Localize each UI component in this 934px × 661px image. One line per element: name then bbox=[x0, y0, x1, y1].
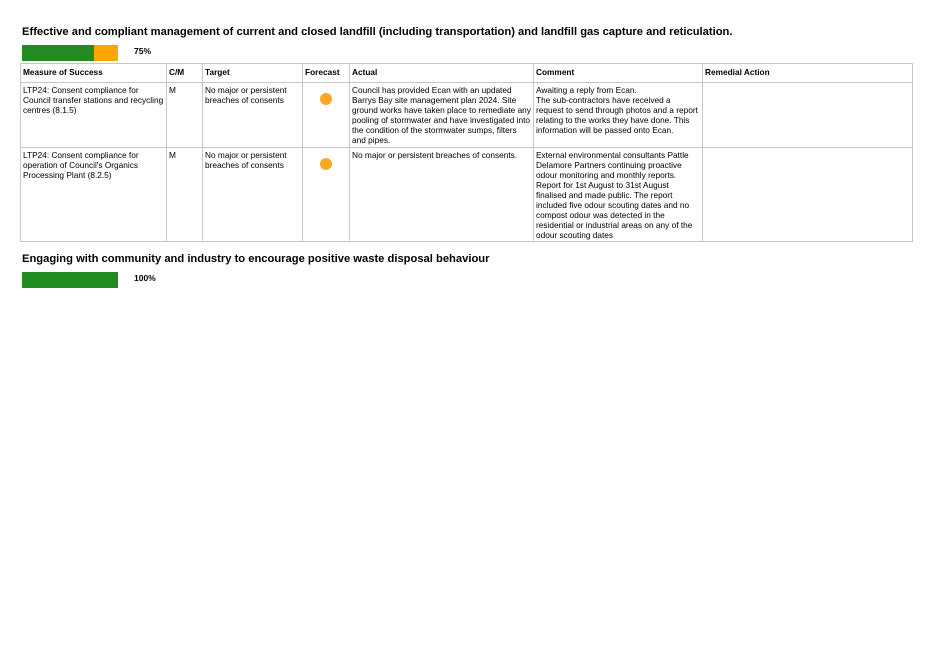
cell-measure: LTP24: Consent compliance for Council transfer stations and recycling centres (8.1.5) bbox=[21, 83, 167, 148]
section-title-landfill: Effective and compliant management of current and closed landfill (including transportation) and landfill gas capture and reticulation. bbox=[22, 26, 733, 38]
table-header-row bbox=[21, 64, 913, 83]
header-measure: Measure of Success bbox=[21, 64, 167, 83]
cell-cm: M bbox=[167, 83, 203, 148]
cell-measure: LTP24: Consent compliance for operation of Council's Organics Processing Plant (8.2.5) bbox=[21, 148, 167, 242]
cell-forecast bbox=[303, 83, 350, 148]
progress-complete-segment bbox=[22, 272, 118, 288]
cell-target: No major or persistent breaches of consents bbox=[203, 83, 303, 148]
cell-forecast bbox=[303, 148, 350, 242]
header-target: Target bbox=[203, 64, 303, 83]
cell-remedial bbox=[703, 83, 913, 148]
cell-comment bbox=[534, 83, 703, 148]
cell-remedial bbox=[703, 148, 913, 242]
table-row bbox=[21, 83, 913, 148]
header-actual: Actual bbox=[350, 64, 534, 83]
cell-actual: Council has provided Ecan with an updated Barrys Bay site management plan 2024. Site ground works have taken place to remediate any pooling of stormwater and have investigated into the condition of the stormwater sumps, filters and pipes. bbox=[350, 83, 534, 148]
cell-actual: No major or persistent breaches of consents. bbox=[350, 148, 534, 242]
cell-target: No major or persistent breaches of consents bbox=[203, 148, 303, 242]
comment-line: The sub-contractors have received a request to send through photos and a report relating to the works they have done. This information will be passed onto Ecan. bbox=[536, 95, 698, 135]
progress-remaining-segment bbox=[94, 45, 118, 61]
comment-line: External environmental consultants Pattle Delamore Partners continuing proactive odour monitoring and monthly reports. Report for 1st August to 31st August finalised and made public. The report included five odour scouting dates and no compost odour was detected in the residential or industrial areas on any of the odour scouting dates bbox=[536, 150, 693, 240]
section-title-engagement: Engaging with community and industry to encourage positive waste disposal behaviour bbox=[22, 253, 490, 265]
progress-bar-engagement bbox=[22, 272, 118, 288]
measures-table bbox=[20, 63, 913, 242]
cell-cm: M bbox=[167, 148, 203, 242]
header-remedial: Remedial Action bbox=[703, 64, 913, 83]
progress-complete-segment bbox=[22, 45, 94, 61]
header-cm: C/M bbox=[167, 64, 203, 83]
header-forecast: Forecast bbox=[303, 64, 350, 83]
progress-bar-landfill bbox=[22, 45, 118, 61]
forecast-status-dot bbox=[320, 158, 332, 170]
forecast-status-dot bbox=[320, 93, 332, 105]
table-row bbox=[21, 148, 913, 242]
progress-percent-landfill: 75% bbox=[134, 46, 152, 56]
comment-line: Awaiting a reply from Ecan. bbox=[536, 85, 637, 95]
cell-comment bbox=[534, 148, 703, 242]
progress-percent-engagement: 100% bbox=[134, 273, 156, 283]
header-comment: Comment bbox=[534, 64, 703, 83]
